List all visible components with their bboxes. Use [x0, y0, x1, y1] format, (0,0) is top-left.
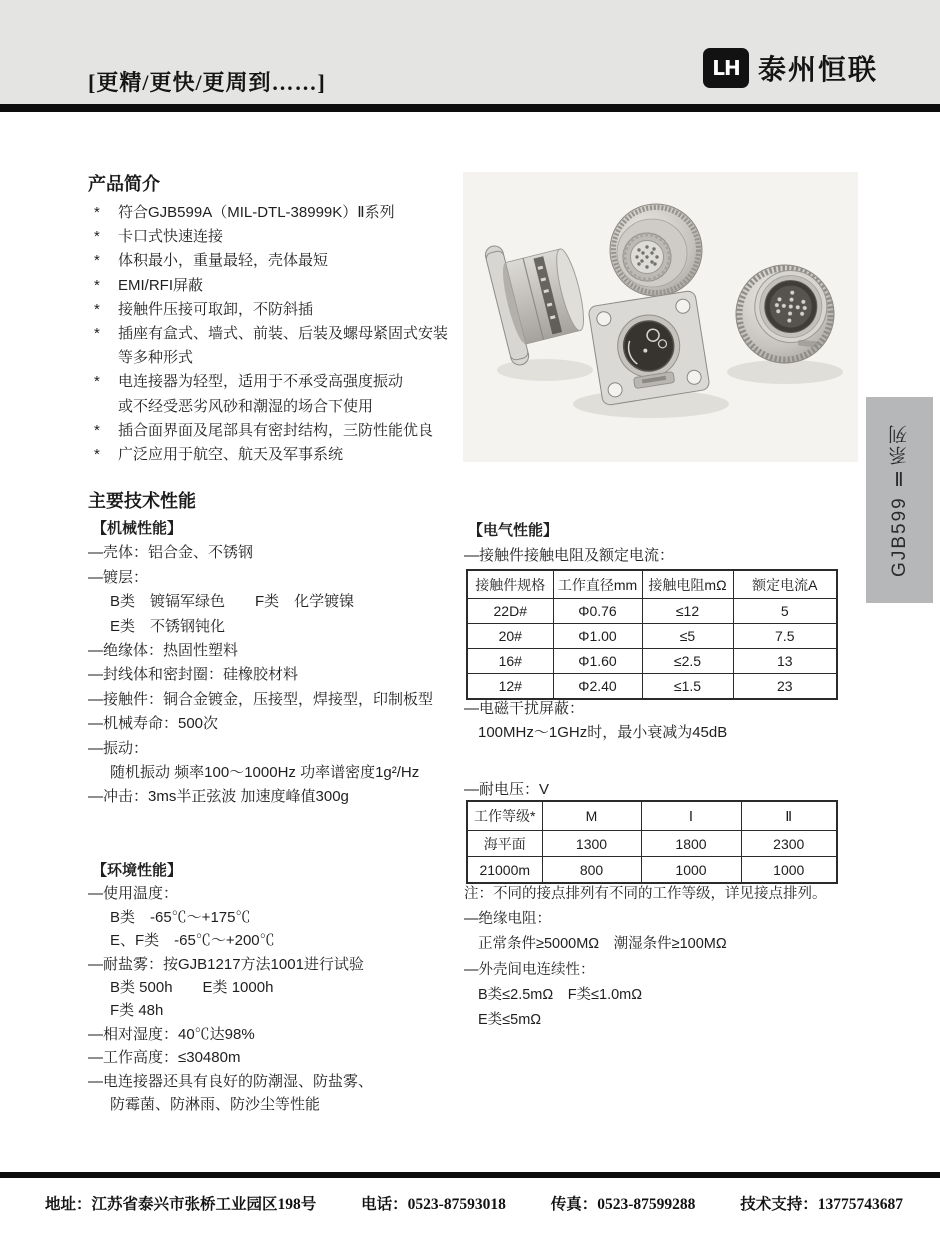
- table-header-row: [467, 801, 837, 831]
- col-header: M: [542, 801, 641, 831]
- insulation-detail: 正常条件≥5000MΩ 潮湿条件≥100MΩ: [478, 936, 727, 953]
- footer-fax: [551, 1192, 696, 1214]
- col-header: 接触电阻mΩ: [642, 570, 733, 599]
- table-note: 注：不同的接点排列有不同的工作等级，详见接点排列。: [464, 886, 827, 902]
- cell: 20#: [467, 624, 553, 649]
- mech-line: —机械寿命：500次: [88, 715, 219, 733]
- cell: 1800: [641, 831, 741, 857]
- connector-flange-receptacle: [588, 290, 710, 406]
- intro-line: [88, 298, 468, 322]
- intro-text: 广泛应用于航空、航天及军事系统: [118, 446, 344, 464]
- electrical-heading: 【电气性能】: [468, 522, 559, 539]
- mech-line: —镀层：: [88, 568, 149, 586]
- cell: Φ1.00: [553, 624, 642, 649]
- intro-line: [88, 346, 468, 370]
- footer-label: 电话：: [361, 1196, 408, 1213]
- logo-mark-icon: LH: [703, 48, 749, 88]
- cell: Φ1.60: [553, 649, 642, 674]
- bullet-marker: *: [94, 204, 100, 221]
- tech-title: 主要技术性能: [88, 491, 196, 511]
- intro-text: 等多种形式: [118, 349, 194, 367]
- footer-value: 0523-87599288: [597, 1196, 696, 1213]
- cell: Φ0.76: [553, 599, 642, 624]
- table-row: [467, 649, 837, 674]
- withstand-voltage-table: [466, 800, 838, 884]
- cell: ≤12: [642, 599, 733, 624]
- intro-line: [88, 322, 468, 346]
- cell: ≤2.5: [642, 649, 733, 674]
- mech-line: —壳体：铝合金、不锈钢: [88, 544, 254, 562]
- emi-shield-block: [464, 697, 727, 745]
- env-line: —耐盐雾：按GJB1217方法1001进行试验: [88, 955, 364, 973]
- col-header: 工作直径mm: [553, 570, 642, 599]
- company-name: 泰州恒联: [757, 54, 878, 85]
- intro-text: 卡口式快速连接: [118, 228, 224, 246]
- cell: 1000: [641, 857, 741, 884]
- footer-label: 地址：: [45, 1196, 92, 1213]
- intro-line: [88, 225, 468, 249]
- env-line: F类 48h: [110, 1002, 164, 1020]
- col-header: 额定电流A: [733, 570, 837, 599]
- environmental-heading: 【环境性能】: [92, 862, 183, 879]
- mech-line: —绝缘体：热固性塑料: [88, 642, 239, 660]
- connector-plug: [610, 204, 702, 296]
- intro-text: 插座有盒式、墙式、前装、后装及螺母紧固式安装: [118, 325, 449, 343]
- mechanical-section: [88, 517, 473, 810]
- series-side-tab-label: GJB599 Ⅱ系列: [889, 423, 910, 577]
- voltage-title: —耐电压：V: [464, 781, 550, 798]
- cell: 21000m: [467, 857, 542, 884]
- intro-line: [88, 370, 468, 394]
- cell: 海平面: [467, 831, 542, 857]
- table-header-row: [467, 570, 837, 599]
- mech-line: —冲击：3ms半正弦波 加速度峰值300g: [88, 788, 349, 806]
- env-line: —使用温度：: [88, 885, 179, 903]
- continuity-title: —外壳间电连续性：: [464, 961, 595, 978]
- bullet-marker: [88, 395, 118, 419]
- cell: 13: [733, 649, 837, 674]
- intro-text: 电连接器为轻型，适用于不承受高强度振动: [118, 373, 404, 391]
- cell: Φ2.40: [553, 674, 642, 700]
- intro-text: 符合GJB599A（MIL-DTL-38999K）Ⅱ系列: [118, 204, 395, 221]
- footer-label: 技术支持：: [740, 1196, 818, 1213]
- intro-line: [88, 201, 468, 225]
- cell: 12#: [467, 674, 553, 700]
- electrical-notes-block: [464, 882, 864, 1033]
- company-logo: [703, 48, 878, 88]
- col-header: 接触件规格: [467, 570, 553, 599]
- cell: ≤1.5: [642, 674, 733, 700]
- mech-line: B类 镀镉军绿色 F类 化学镀镍: [110, 593, 355, 611]
- header-slogan: [更精/更快/更周到……]: [88, 70, 326, 95]
- cell: 1000: [741, 857, 837, 884]
- intro-line: [88, 419, 468, 443]
- series-side-tab: [866, 397, 933, 603]
- intro-text: 体积最小，重量最轻，壳体最短: [118, 252, 329, 270]
- bullet-marker: *: [94, 446, 100, 464]
- env-line: E、F类 -65℃～+200℃: [110, 932, 275, 950]
- intro-line: [88, 249, 468, 273]
- electrical-section-heading: [464, 519, 854, 568]
- emi-title: —电磁干扰屏蔽：: [464, 700, 585, 717]
- bullet-marker: *: [94, 252, 100, 270]
- mechanical-heading: 【机械性能】: [92, 520, 183, 537]
- table-row: [467, 624, 837, 649]
- footer-phone: [361, 1192, 506, 1214]
- footer-value: 江苏省泰兴市张桥工业园区198号: [91, 1196, 317, 1213]
- env-line: 防霉菌、防淋雨、防沙尘等性能: [110, 1096, 321, 1114]
- bullet-marker: *: [94, 373, 100, 391]
- continuity-detail: B类≤2.5mΩ F类≤1.0mΩ: [478, 986, 643, 1003]
- table-row: [467, 831, 837, 857]
- footer-address: [45, 1192, 316, 1214]
- intro-text: EMI/RFI屏蔽: [118, 276, 203, 294]
- col-header: 工作等级*: [467, 801, 542, 831]
- page-header: [0, 0, 940, 104]
- mech-line: —封线体和密封圈：硅橡胶材料: [88, 666, 299, 684]
- cell: 7.5: [733, 624, 837, 649]
- footer-support: [740, 1192, 903, 1214]
- col-header: Ⅰ: [641, 801, 741, 831]
- env-line: —相对湿度：40℃达98%: [88, 1025, 255, 1043]
- intro-line: [88, 274, 468, 298]
- cell: 16#: [467, 649, 553, 674]
- footer-divider-bar: [0, 1172, 940, 1178]
- cell: 23: [733, 674, 837, 700]
- cell: ≤5: [642, 624, 733, 649]
- mech-line: —振动：: [88, 739, 149, 757]
- footer-label: 传真：: [550, 1196, 598, 1213]
- table-row: [467, 857, 837, 884]
- col-header: Ⅱ: [741, 801, 837, 831]
- bullet-marker: *: [94, 325, 100, 343]
- footer-value: 0523-87593018: [407, 1196, 506, 1213]
- cell: 1300: [542, 831, 641, 857]
- intro-bullet-list: [88, 201, 468, 467]
- contact-resistance-table: [466, 569, 838, 700]
- bullet-marker: *: [94, 228, 100, 246]
- bullet-marker: *: [94, 276, 100, 294]
- bullet-marker: *: [94, 421, 100, 439]
- footer-value: 13775743687: [817, 1196, 903, 1213]
- table-row: [467, 599, 837, 624]
- bullet-marker: [88, 346, 118, 370]
- mech-line: —接触件：铜合金镀金，压接型，焊接型，印制板型: [88, 690, 434, 708]
- intro-title: 产品简介: [88, 174, 160, 194]
- cell: 2300: [741, 831, 837, 857]
- env-line: B类 500h E类 1000h: [110, 979, 274, 997]
- product-photo: [463, 172, 858, 462]
- emi-detail: 100MHz～1GHz时，最小衰减为45dB: [478, 724, 728, 741]
- intro-line: [88, 443, 468, 467]
- cell: 800: [542, 857, 641, 884]
- continuity-detail: E类≤5mΩ: [478, 1012, 542, 1029]
- header-divider-bar: [0, 104, 940, 112]
- intro-text: 插合面界面及尾部具有密封结构，三防性能优良: [118, 421, 434, 439]
- table-row: [467, 674, 837, 700]
- bullet-marker: *: [94, 300, 100, 318]
- env-line: —工作高度：≤30480m: [88, 1049, 241, 1067]
- cell: 22D#: [467, 599, 553, 624]
- mech-line: E类 不锈钢钝化: [110, 617, 226, 635]
- intro-text: 或不经受恶劣风砂和潮湿的场合下使用: [118, 397, 374, 415]
- footer: [45, 1192, 903, 1214]
- electrical-intro-line: —接触件接触电阻及额定电流：: [464, 546, 675, 564]
- mech-line: 随机振动 频率100～1000Hz 功率谱密度1g²/Hz: [110, 764, 420, 782]
- env-line: B类 -65℃～+175℃: [110, 908, 251, 926]
- intro-line: [88, 395, 468, 419]
- env-line: —电连接器还具有良好的防潮湿、防盐雾、: [88, 1072, 374, 1090]
- environmental-section: [88, 859, 473, 1116]
- insulation-title: —绝缘电阻：: [464, 911, 551, 928]
- cell: 5: [733, 599, 837, 624]
- intro-text: 接触件压接可取卸，不防斜插: [118, 300, 314, 318]
